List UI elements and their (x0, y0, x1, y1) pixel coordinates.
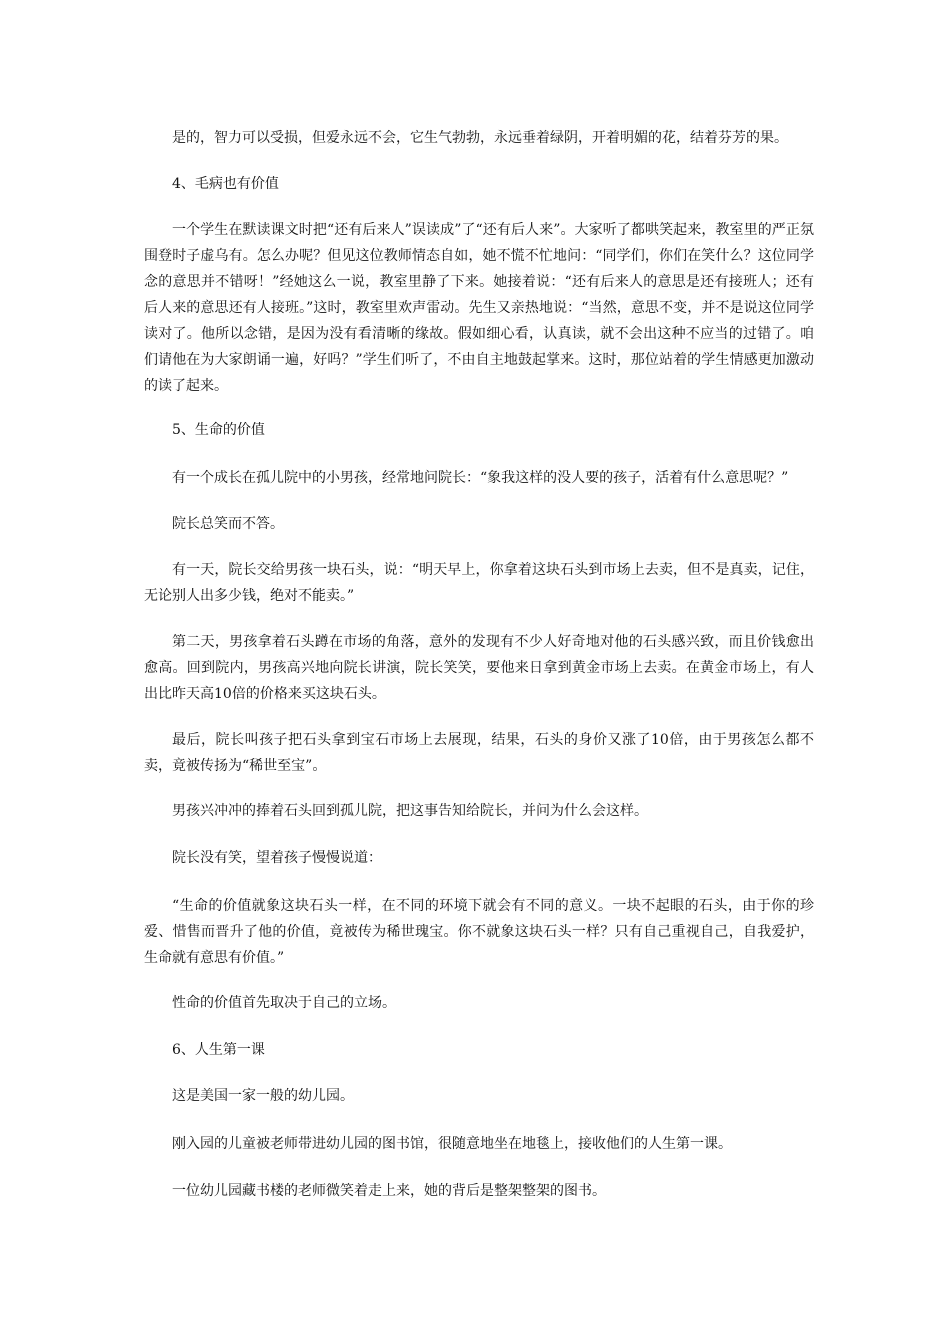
paragraph-6-2: 刚入园的儿童被老师带进幼儿园的图书馆，很随意地坐在地毯上，接收他们的人生第一课。 (172, 1136, 732, 1152)
paragraph-6-1: 这是美国一家一般的幼儿园。 (172, 1088, 354, 1104)
paragraph-5-3: 有一天，院长交给男孩一块石头，说：“明天早上，你拿着这块石头到市场上去卖，但不是真卖，记住，无论别人出多少钱，绝对不能卖。” (144, 562, 814, 604)
paragraph-5-5: 最后，院长叫孩子把石头拿到宝石市场上去展现，结果，石头的身价又涨了10倍，由于男孩怎么都不卖，竟被传扬为“稀世至宝”。 (144, 732, 814, 774)
paragraph-5-8: “生命的价值就象这块石头一样，在不同的环境下就会有不同的意义。一块不起眼的石头，由于你的珍爱、惜售而晋升了他的价值，竟被传为稀世瑰宝。你不就象这块石头一样？只有自己重视自己，自我爱护，生命就有意思有价值。” (144, 898, 814, 966)
paragraph-4-1: 一个学生在默读课文时把“还有后来人”误读成”了“还有后人来”。大家听了都哄笑起来，教室里的严正氛围登时子虚乌有。怎么办呢？但见这位教师情态自如，她不慌不忙地问：“同学们，你们在笑什么？这位同学念的意思并不错呀！”经她这么一说，教室里静了下来。她接着说：“还有后来人的意思是还有接班人；还有后人来的意思还有人接班。”这时，教室里欢声雷动。先生又亲热地说：“当然，意思不变，并不是说这位同学读对了。他所以念错，是因为没有看清晰的缘故。假如细心看，认真读，就不会出这种不应当的过错了。咱们请他在为大家朗诵一遍，好吗？”学生们听了，不由自主地鼓起掌来。这时，那位站着的学生情感更加激动的读了起来。 (144, 222, 814, 394)
paragraph-intro: 是的，智力可以受损，但爱永远不会，它生气勃勃，永远垂着绿阴，开着明媚的花，结着芬芳的果。 (172, 130, 788, 146)
paragraph-5-7: 院长没有笑，望着孩子慢慢说道： (172, 850, 382, 866)
paragraph-6-3: 一位幼儿园藏书楼的老师微笑着走上来，她的背后是整架整架的图书。 (172, 1183, 606, 1199)
paragraph-5-4: 第二天，男孩拿着石头蹲在市场的角落，意外的发现有不少人好奇地对他的石头感兴致，而且价钱愈出愈高。回到院内，男孩高兴地向院长讲演，院长笑笑，要他来日拿到黄金市场上去卖。在黄金市场上，有人出比昨天高10倍的价格来买这块石头。 (144, 634, 814, 702)
section-heading-5: 5、生命的价值 (172, 422, 265, 438)
paragraph-5-1: 有一个成长在孤儿院中的小男孩，经常地问院长：“象我这样的没人要的孩子，活着有什么意思呢？” (172, 470, 789, 486)
paragraph-5-6: 男孩兴冲冲的捧着石头回到孤儿院，把这事告知给院长，并问为什么会这样。 (172, 803, 648, 819)
paragraph-5-2: 院长总笑而不答。 (172, 516, 284, 532)
section-heading-6: 6、人生第一课 (172, 1042, 265, 1058)
paragraph-5-9: 性命的价值首先取决于自己的立场。 (172, 995, 396, 1011)
section-heading-4: 4、毛病也有价值 (172, 176, 279, 192)
